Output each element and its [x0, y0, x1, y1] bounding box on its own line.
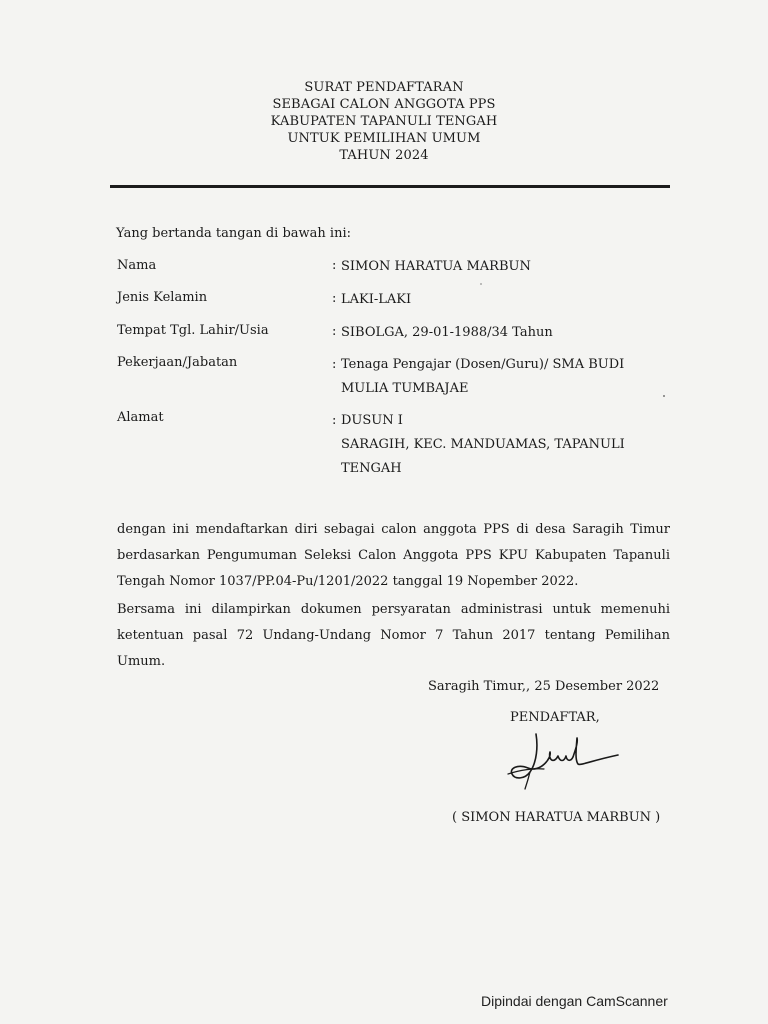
- field-value-line: SIMON HARATUA MARBUN: [341, 259, 531, 274]
- paragraph-line: Bersama ini dilampirkan dokumen persyaratan administrasi untuk memenuhi: [117, 602, 670, 617]
- handwritten-signature: [500, 728, 625, 790]
- field-value-tempat-tgl-lahir: [341, 321, 553, 345]
- field-value-line: Tenaga Pengajar (Dosen/Guru)/ SMA BUDI: [341, 357, 625, 372]
- field-colon: :: [332, 413, 337, 428]
- field-label-nama: Nama: [117, 258, 157, 273]
- field-label-tempat-tgl-lahir: Tempat Tgl. Lahir/Usia: [117, 323, 269, 338]
- paragraph-line: ketentuan pasal 72 Undang-Undang Nomor 7 Tahun 2017 tentang Pemilihan: [117, 628, 670, 643]
- field-value-line: DUSUN I: [341, 413, 403, 428]
- field-value-pekerjaan: [341, 353, 624, 401]
- place-and-date: Saragih Timur,, 25 Desember 2022: [428, 679, 660, 694]
- field-colon: :: [332, 291, 337, 306]
- paragraph-line: dengan ini mendaftarkan diri sebagai calon anggota PPS di desa Saragih Timur: [117, 522, 670, 537]
- field-value-line: TENGAH: [341, 461, 402, 476]
- field-label-pekerjaan: Pekerjaan/Jabatan: [117, 355, 238, 370]
- attachment-paragraph: [117, 597, 670, 675]
- field-colon: :: [332, 258, 337, 273]
- title-line: TAHUN 2024: [339, 148, 429, 163]
- signer-role: PENDAFTAR,: [510, 710, 600, 725]
- field-colon: :: [332, 324, 337, 339]
- field-label-alamat: Alamat: [117, 410, 164, 425]
- field-value-line: MULIA TUMBAJAE: [341, 381, 469, 396]
- field-label-jenis-kelamin: Jenis Kelamin: [117, 290, 208, 305]
- field-colon: :: [332, 357, 337, 372]
- intro-text: Yang bertanda tangan di bawah ini:: [116, 226, 351, 241]
- field-value-nama: [341, 255, 531, 279]
- title-line: KABUPATEN TAPANULI TENGAH: [270, 114, 498, 129]
- field-value-alamat: [341, 409, 625, 481]
- scan-speck: [480, 283, 482, 285]
- camscanner-watermark: Dipindai dengan CamScanner: [481, 993, 668, 1009]
- paragraph-line: Umum.: [117, 654, 166, 669]
- field-value-line: SIBOLGA, 29-01-1988/34 Tahun: [341, 325, 553, 340]
- title-line: SEBAGAI CALON ANGGOTA PPS: [272, 97, 496, 112]
- paragraph-line: berdasarkan Pengumuman Seleksi Calon Anggota PPS KPU Kabupaten Tapanuli: [117, 548, 670, 563]
- registration-paragraph: [117, 517, 670, 595]
- scan-speck: [663, 395, 665, 397]
- letter-title: [0, 79, 768, 164]
- paragraph-line: Tengah Nomor 1037/PP.04-Pu/1201/2022 tanggal 19 Nopember 2022.: [117, 574, 579, 589]
- title-line: UNTUK PEMILIHAN UMUM: [287, 131, 481, 146]
- field-value-jenis-kelamin: [341, 288, 411, 312]
- field-value-line: LAKI-LAKI: [341, 292, 412, 307]
- title-line: SURAT PENDAFTARAN: [304, 80, 464, 95]
- signer-name: ( SIMON HARATUA MARBUN ): [452, 810, 661, 825]
- title-divider: [110, 185, 670, 188]
- field-value-line: SARAGIH, KEC. MANDUAMAS, TAPANULI: [341, 437, 625, 452]
